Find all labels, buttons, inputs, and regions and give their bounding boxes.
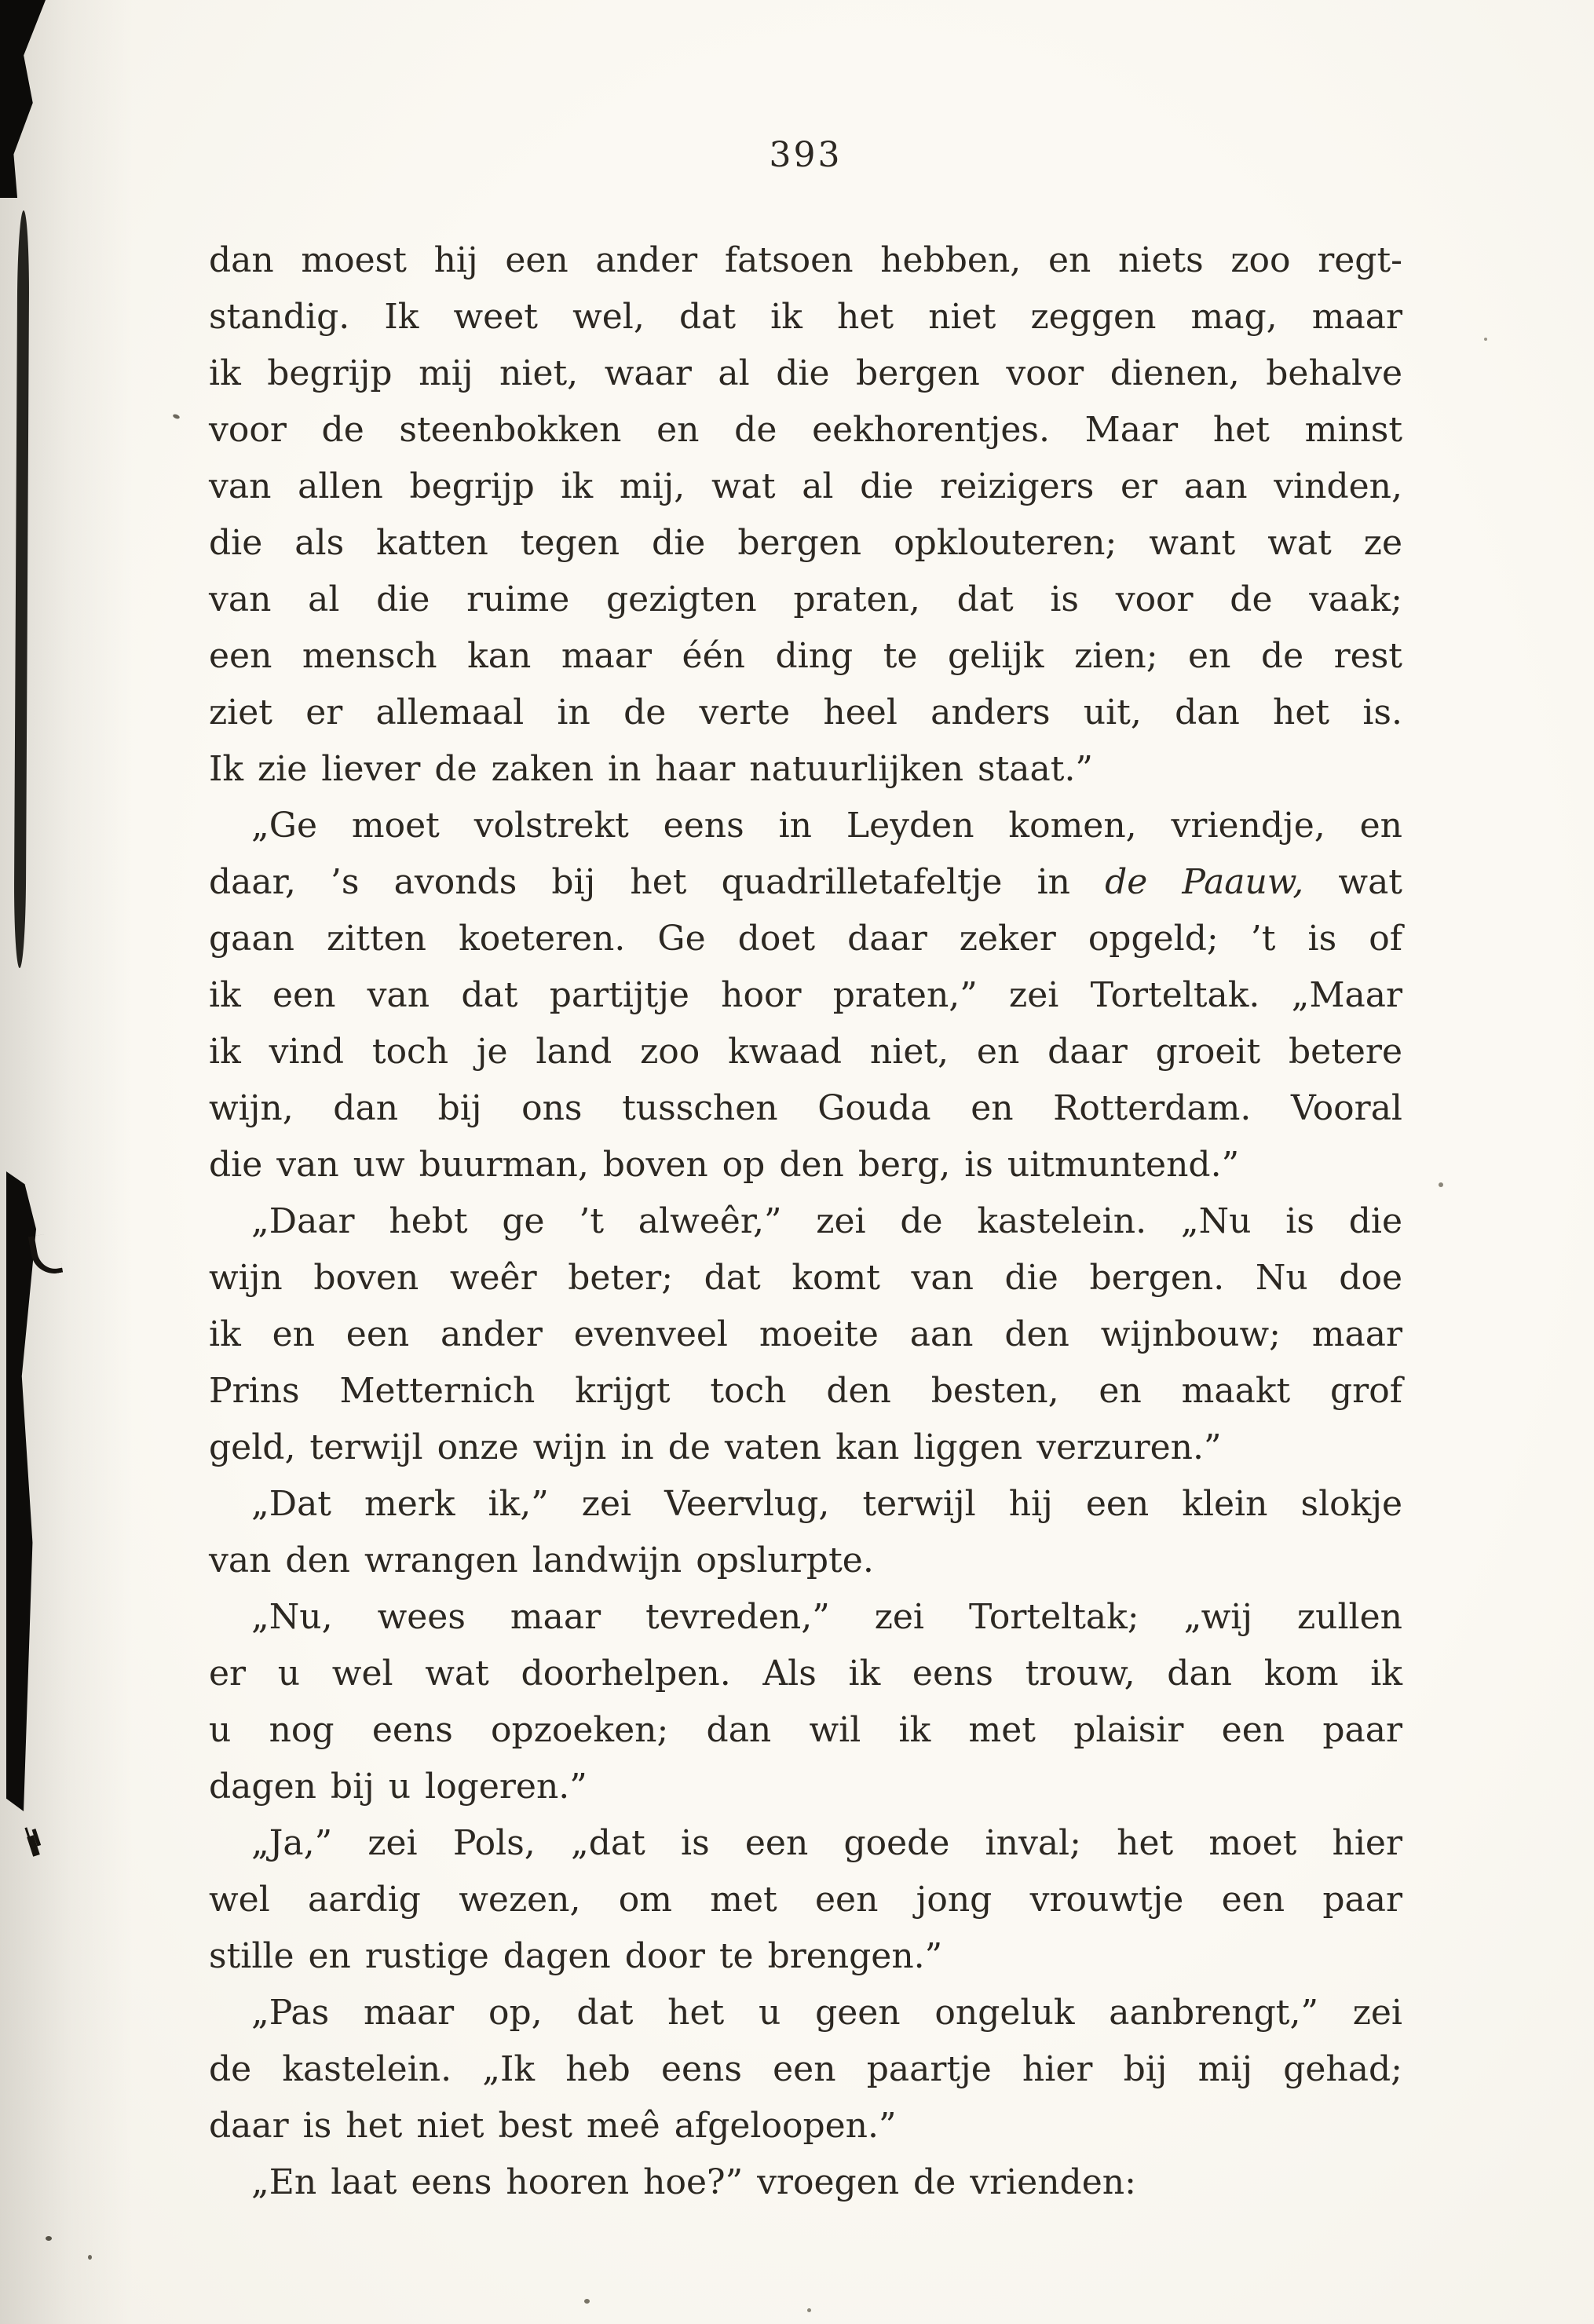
scan-speck: [1439, 1182, 1443, 1187]
text-line: [209, 1420, 1402, 1476]
text-run: van al die ruime gezigten praten, dat is voor de vaak;: [209, 579, 1402, 619]
text-run: geld, terwijl onze wijn in de vaten kan liggen verzuren.”: [209, 1427, 1222, 1467]
text-run: voor de steenbokken en de eekhorentjes. Maar het minst: [209, 410, 1402, 450]
text-line: [209, 1646, 1402, 1702]
text-line: [209, 1080, 1402, 1137]
text-line: [209, 2154, 1402, 2211]
text-run: dagen bij u logeren.”: [209, 1767, 587, 1807]
text-run: ik een van dat partijtje hoor praten,” zei Torteltak. „Maar: [209, 975, 1402, 1015]
text-line: [209, 459, 1402, 515]
text-line: [209, 798, 1402, 854]
text-line: [209, 1193, 1402, 1250]
text-run: Prins Metternich krijgt toch den besten, en maakt grof: [209, 1371, 1402, 1411]
text-run: „Ja,” zei Pols, „dat is een goede inval; het moet hier: [251, 1823, 1402, 1863]
scan-speck: [172, 413, 180, 419]
text-run: wijn boven weêr beter; dat komt van die bergen. Nu doe: [209, 1258, 1402, 1298]
text-line: [209, 1872, 1402, 1928]
text-run: „Pas maar op, dat het u geen ongeluk aanbrengt,” zei: [251, 1993, 1402, 2033]
text-line: [209, 1702, 1402, 1759]
text-run: stille en rustige dagen door te brengen.”: [209, 1936, 943, 1976]
text-line: [209, 2041, 1402, 2098]
text-run: „Ge moet volstrekt eens in Leyden komen, vriendje, en: [251, 806, 1402, 846]
text-run: wijn, dan bij ons tusschen Gouda en Rotterdam. Vooral: [209, 1088, 1402, 1128]
scan-speck: [584, 2299, 590, 2304]
text-run: ik begrijp mij niet, waar al die bergen voor dienen, behalve: [209, 353, 1402, 393]
text-line: [209, 1024, 1402, 1080]
text-run: „Nu, wees maar tevreden,” zei Torteltak; „wij zullen: [251, 1597, 1402, 1637]
page-text: [209, 232, 1402, 2211]
text-run: daar, ’s avonds bij het quadrilletafeltje in: [209, 862, 1106, 902]
page-number: 393: [769, 135, 843, 175]
text-line: [209, 1476, 1402, 1533]
text-line: [209, 628, 1402, 685]
text-run: wat: [1303, 862, 1402, 902]
text-run: „Dat merk ik,” zei Veervlug, terwijl hij een klein slokje: [251, 1484, 1402, 1524]
text-run-italic: de Paauw,: [1105, 862, 1304, 902]
text-run: ziet er allemaal in de verte heel anders uit, dan het is.: [209, 692, 1402, 733]
text-run: van allen begrijp ik mij, wat al die reizigers er aan vinden,: [209, 466, 1402, 506]
text-run: ik vind toch je land zoo kwaad niet, en daar groeit betere: [209, 1032, 1402, 1072]
text-line: [209, 1589, 1402, 1646]
text-run: u nog eens opzoeken; dan wil ik met plaisir een paar: [209, 1710, 1402, 1750]
scan-speck: [807, 2308, 811, 2312]
scan-speck: [88, 2255, 92, 2260]
text-line: [209, 1533, 1402, 1589]
text-run: die als katten tegen die bergen opklouteren; want wat ze: [209, 523, 1402, 563]
text-run: een mensch kan maar één ding te gelijk zien; en de rest: [209, 636, 1402, 676]
text-line: [209, 572, 1402, 628]
text-line: [209, 1363, 1402, 1420]
text-line: [209, 967, 1402, 1024]
text-run: „Daar hebt ge ’t alweêr,” zei de kastelein. „Nu is die: [251, 1201, 1402, 1241]
text-run: van den wrangen landwijn opslurpte.: [209, 1540, 874, 1580]
text-line: [209, 1985, 1402, 2041]
text-run: er u wel wat doorhelpen. Als ik eens trouw, dan kom ik: [209, 1653, 1402, 1694]
text-line: [209, 1250, 1402, 1306]
text-run: standig. Ik weet wel, dat ik het niet zeggen mag, maar: [209, 297, 1402, 337]
text-line: [209, 1815, 1402, 1872]
scan-edge-artifact: [0, 0, 46, 198]
text-run: dan moest hij een ander fatsoen hebben, en niets zoo regt-: [209, 240, 1402, 280]
text-run: die van uw buurman, boven op den berg, is uitmuntend.”: [209, 1145, 1240, 1185]
scan-speck: [46, 2236, 52, 2241]
scan-edge-artifact: [6, 1171, 36, 1811]
text-line: [209, 289, 1402, 345]
text-line: [209, 2098, 1402, 2154]
text-run: Ik zie liever de zaken in haar natuurlijken staat.”: [209, 749, 1093, 789]
text-run: daar is het niet best meê afgeloopen.”: [209, 2106, 897, 2146]
text-line: [209, 515, 1402, 572]
text-run: wel aardig wezen, om met een jong vrouwtje een paar: [209, 1880, 1402, 1920]
text-line: [209, 232, 1402, 289]
text-line: [209, 911, 1402, 967]
text-run: ik en een ander evenveel moeite aan den wijnbouw; maar: [209, 1314, 1402, 1354]
text-line: [209, 854, 1402, 911]
text-run: gaan zitten koeteren. Ge doet daar zeker opgeld; ’t is of: [209, 919, 1402, 959]
scan-hook-artifact: [28, 1232, 63, 1277]
scan-blot-artifact: [27, 1835, 40, 1857]
text-line: [209, 402, 1402, 459]
text-line: [209, 1928, 1402, 1985]
text-run: „En laat eens hooren hoe?” vroegen de vrienden:: [251, 2162, 1136, 2202]
text-line: [209, 1306, 1402, 1363]
text-line: [209, 685, 1402, 741]
text-line: [209, 1759, 1402, 1815]
text-line: [209, 741, 1402, 798]
text-line: [209, 1137, 1402, 1193]
scan-edge-artifact: [13, 210, 29, 968]
text-run: de kastelein. „Ik heb eens een paartje hier bij mij gehad;: [209, 2049, 1402, 2089]
text-line: [209, 345, 1402, 402]
scan-speck: [1484, 338, 1487, 341]
